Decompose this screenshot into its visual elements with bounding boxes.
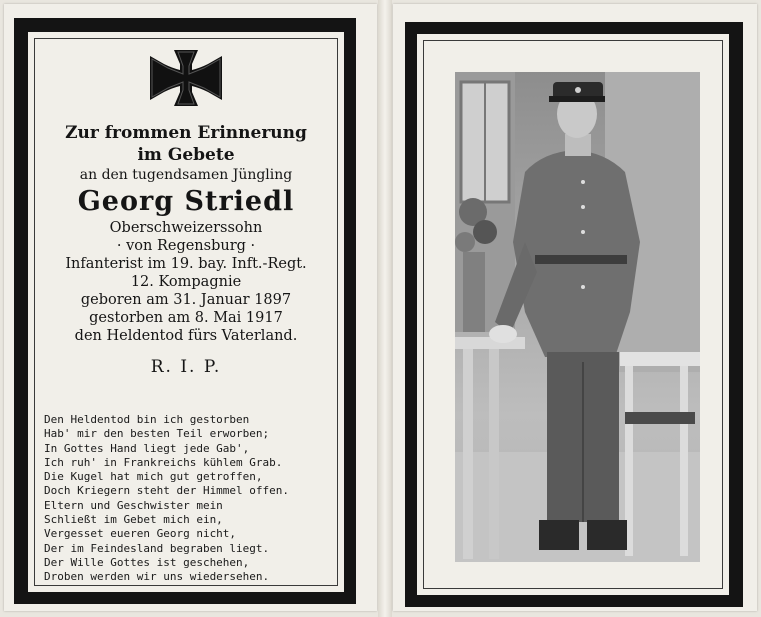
poem-line: Den Heldentod bin ich gestorben (44, 413, 250, 426)
poem-line: Schließt im Gebet mich ein, (44, 513, 223, 527)
memorial-text (36, 48, 336, 379)
heading-line-2: im Gebete (137, 145, 235, 165)
iron-cross-icon (148, 48, 224, 108)
card-fold (378, 0, 392, 617)
birth-date-line: geboren am 31. Januar 1897 (80, 292, 292, 308)
poem-line: Der im Feindesland begraben liegt. (44, 541, 270, 555)
portrait-illustration (455, 72, 700, 562)
poem-line: Eltern und Geschwister mein (44, 498, 223, 512)
poem-line: Doch Kriegern steht der Himmel offen. (44, 484, 290, 498)
heading-line-3: an den tugendsamen Jüngling (79, 167, 293, 183)
info-line: 12. Kompagnie (130, 274, 242, 290)
info-line: Infanterist im 19. bay. Inft.-Regt. (65, 256, 307, 272)
memorial-poem (44, 413, 334, 585)
poem-line: Hab' mir den besten Teil erworben; (44, 427, 270, 441)
heading-line-1: Zur frommen Erinnerung (65, 123, 307, 143)
poem-line: Die Kugel hat mich gut getroffen, (44, 470, 263, 484)
death-date-line: gestorben am 8. Mai 1917 (89, 310, 283, 326)
poem-line: Vergesset eueren Georg nicht, (44, 527, 237, 541)
info-line: · von Regensburg · (116, 238, 256, 254)
rip-text: R. I. P. (150, 357, 222, 377)
info-line: Oberschweizerssohn (109, 220, 263, 236)
deceased-name: Georg Striedl (77, 186, 295, 217)
soldier-portrait (455, 72, 700, 562)
info-line: den Heldentod fürs Vaterland. (74, 328, 298, 344)
poem-line: In Gottes Hand liegt jede Gab', (44, 441, 250, 455)
poem-line: Ich ruh' in Frankreichs kühlem Grab. (44, 455, 283, 469)
poem-line: Der Wille Gottes ist geschehen, (44, 555, 250, 569)
poem-line: Droben werden wir uns wiedersehen. (44, 570, 270, 584)
